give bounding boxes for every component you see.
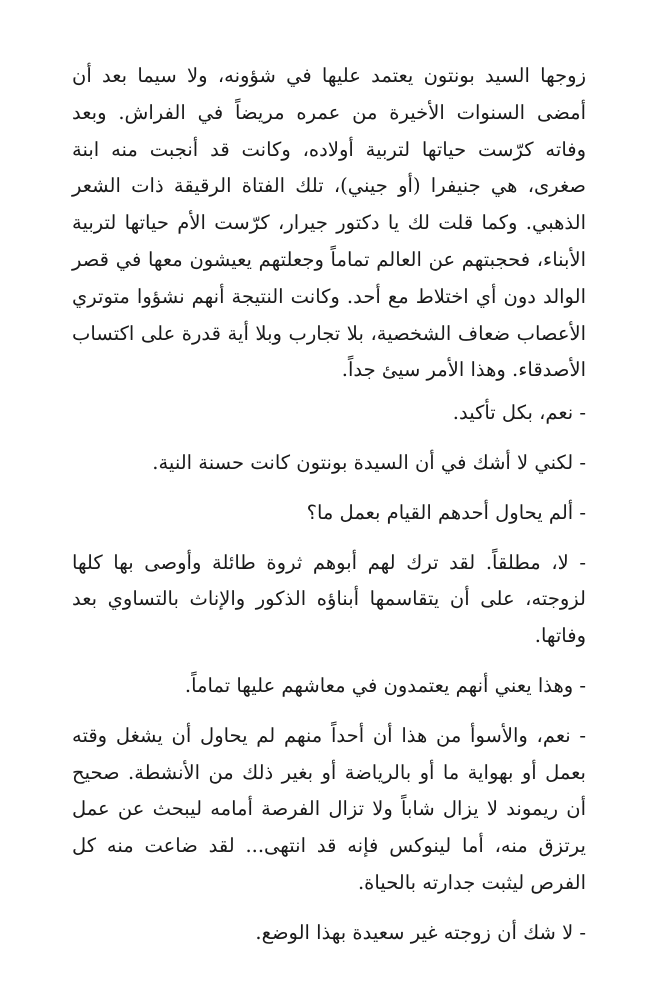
dialogue-paragraph: - لا، مطلقاً. لقد ترك لهم أبوهم ثروة طائلة وأوصى بها كلها لزوجته، على أن يتقاسمها أبناؤه الذكور والإناث بالتساوي بعد وفاتها. (72, 550, 586, 648)
dialogue-line: - ألم يحاول أحدهم القيام بعمل ما؟ (306, 500, 586, 524)
dialogue-paragraph: - نعم، والأسوأ من هذا أن أحداً منهم لم يحاول أن يشغل وقته بعمل أو بهواية ما أو بالرياضة أو بغير ذلك من الأنشطة. صحيح أن ريموند لا يزال شاباً ولا تزال الفرصة أمامه ليبحث عن عمل يرتزق منه، أما لينوكس فإنه قد انتهى... لقد ضاعت منه كل الفرص ليثبت جدارته بالحياة. (72, 723, 586, 894)
dialogue-line: - نعم، بكل تأكيد. (452, 401, 586, 425)
narrative-paragraph: زوجها السيد بونتون يعتمد عليها في شؤونه، ولا سيما بعد أن أمضى السنوات الأخيرة من عمره مريضاً في الفراش. وبعد وفاته كرّست حياتها لتربية أولاده، وكانت قد أنجبت منه ابنة صغرى، هي جنيفرا (أو جيني)، تلك الفتاة الرقيقة ذات الشعر الذهبي. وكما قلت لك يا دكتور جيرار، كرّست الأم حياتها لتربية الأبناء، فحجبتهم عن العالم تماماً وجعلتهم يعيشون معها في قصر الوالد دون أي اختلاط مع أحد. وكانت النتيجة أنهم نشؤوا متوتري الأعصاب ضعاف الشخصية، بلا تجارب وبلا أية قدرة على اكتساب الأصدقاء. وهذا الأمر سيئ جداً. (72, 64, 586, 382)
dialogue-line: - وهذا يعني أنهم يعتمدون في معاشهم عليها تماماً. (184, 673, 586, 697)
dialogue-line: - لا شك أن زوجته غير سعيدة بهذا الوضع. (255, 920, 586, 944)
dialogue-line: - لكني لا أشك في أن السيدة بونتون كانت حسنة النية. (152, 450, 586, 474)
book-page (72, 58, 586, 952)
